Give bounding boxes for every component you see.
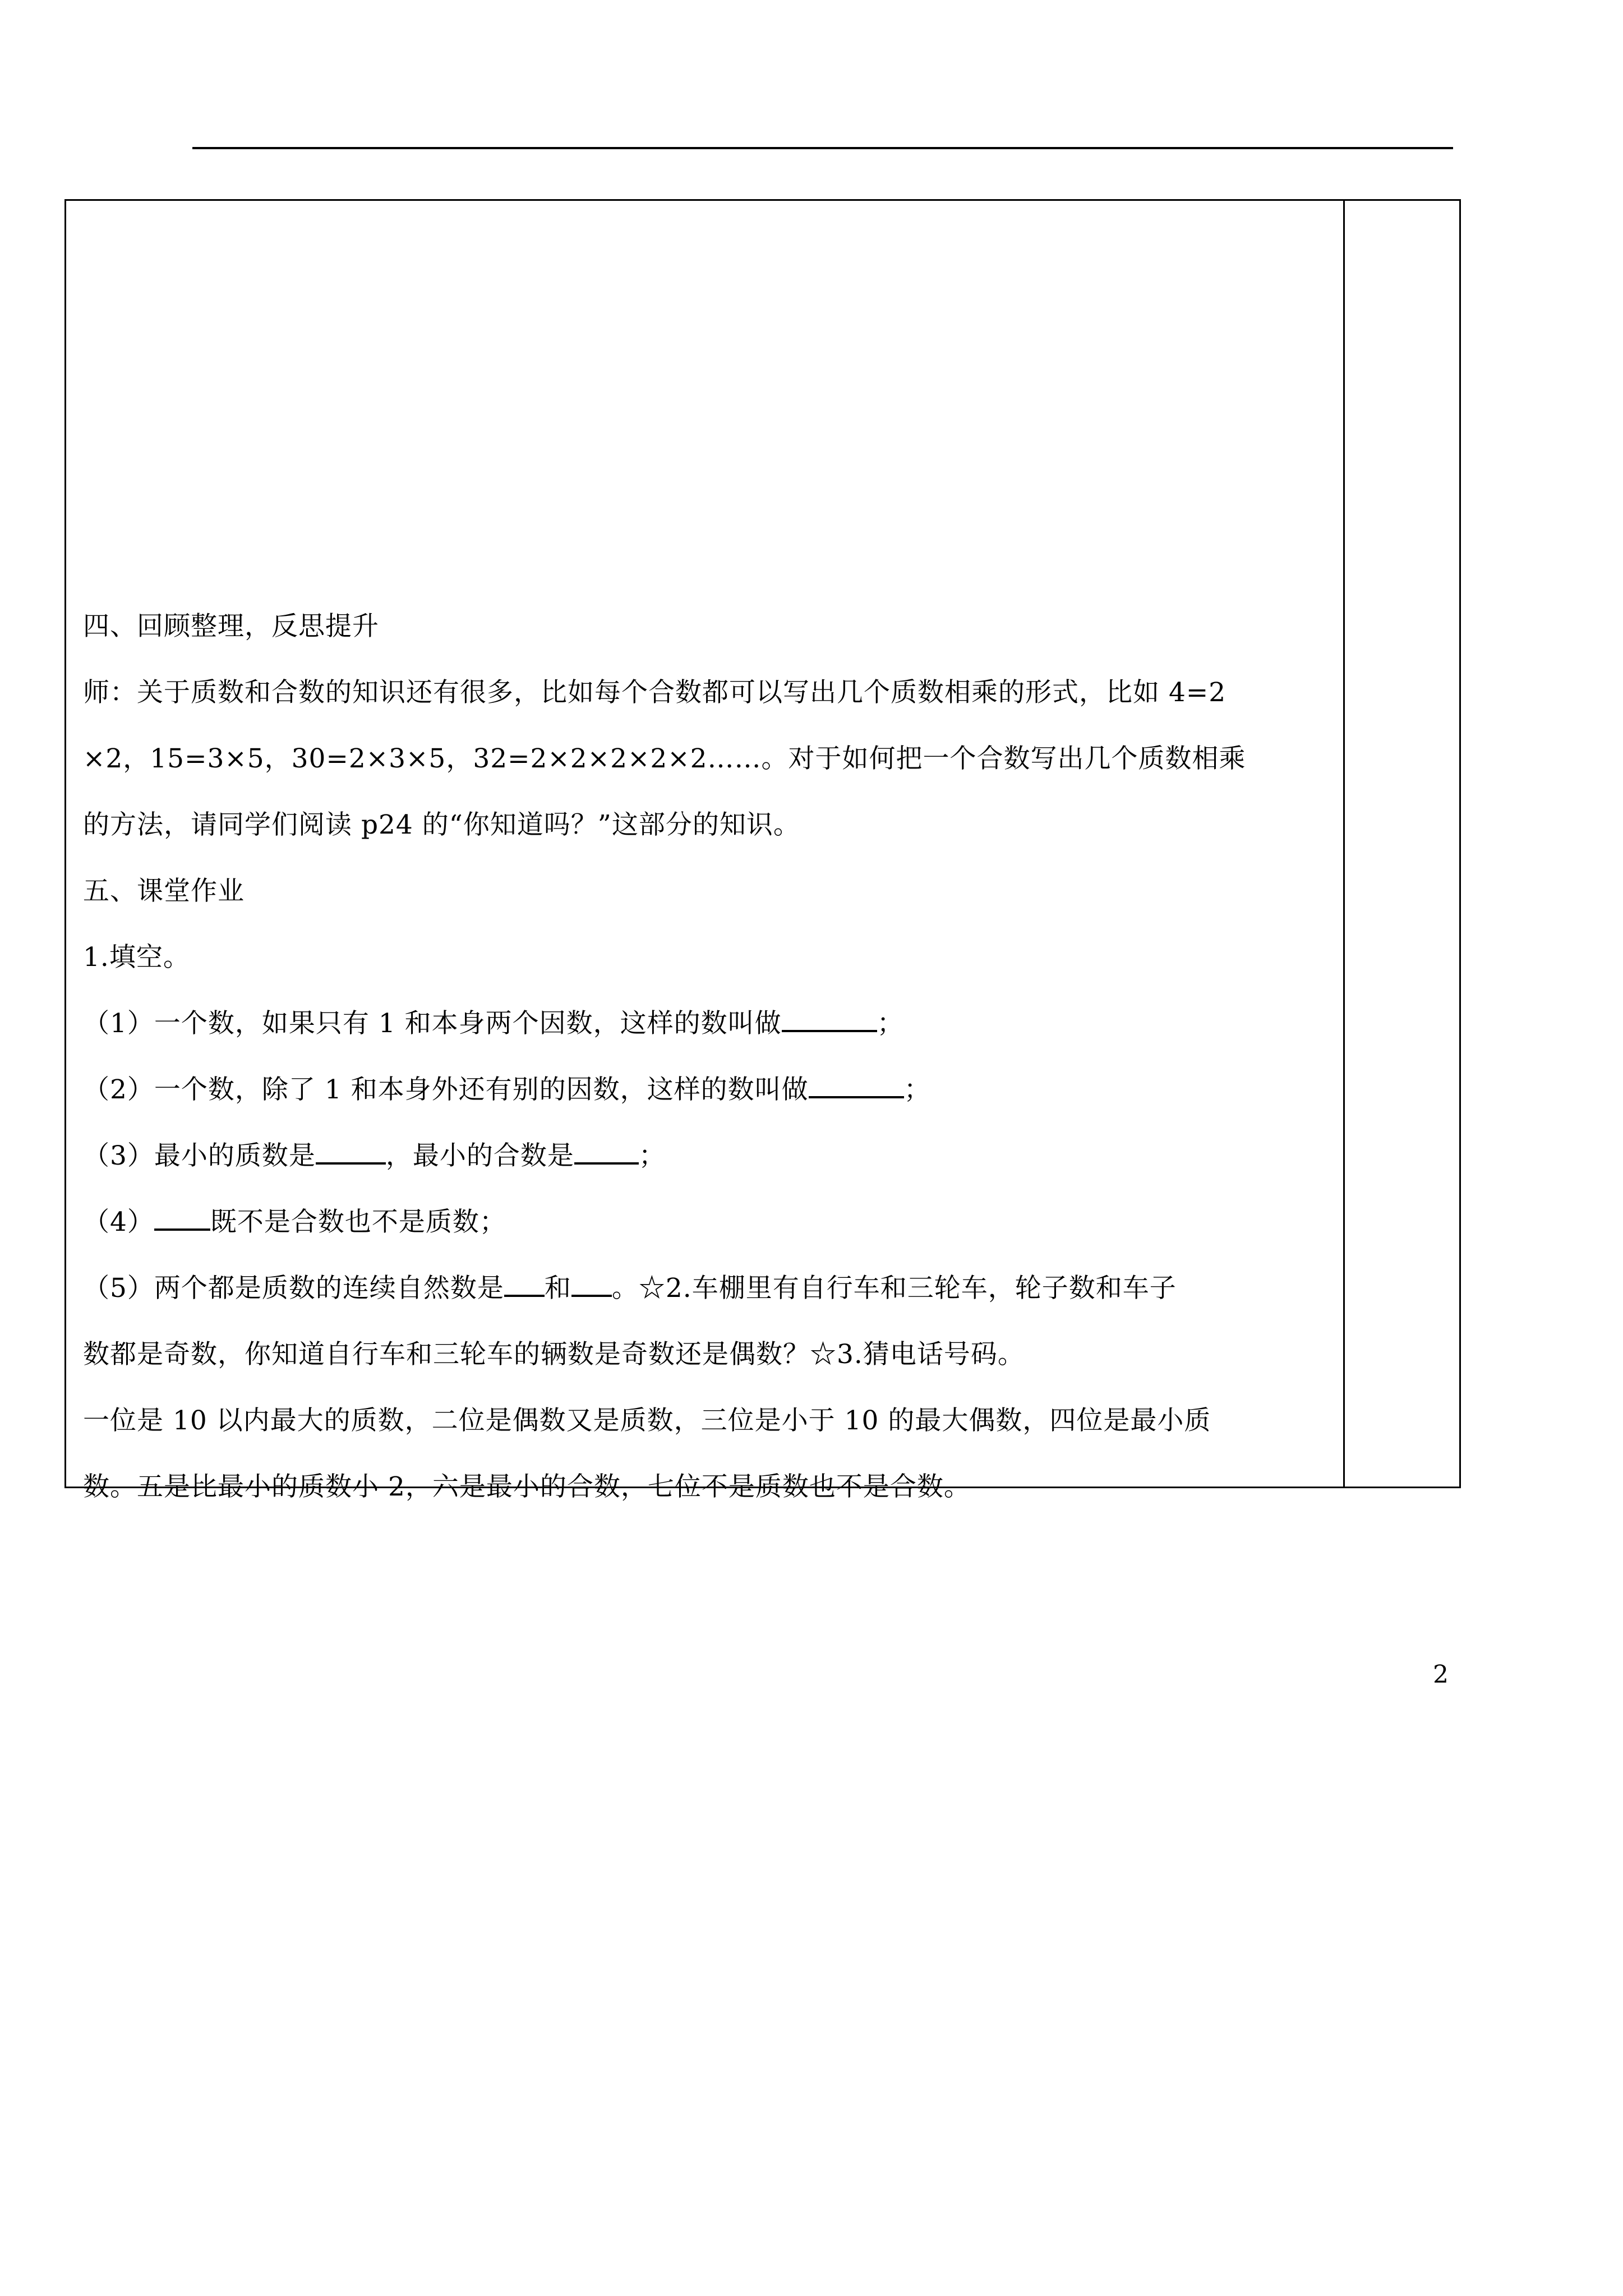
question-1-5-text-a: （5）两个都是质数的连续自然数是 (83, 1273, 504, 1304)
question-1-2-end: ； (903, 1074, 931, 1105)
answer-blank[interactable] (782, 1006, 877, 1032)
teacher-paragraph-line-2: ×2，15=3×5，30=2×3×5，32=2×2×2×2×2……。对于如何把一个合数写出几个质数相乘 (83, 743, 1246, 774)
column-divider (1343, 201, 1345, 1487)
answer-blank[interactable] (571, 1271, 612, 1297)
question-1-3-text-a: （3）最小的质数是 (83, 1140, 316, 1171)
question-2-line: 数都是奇数，你知道自行车和三轮车的辆数是奇数还是偶数？☆3.猜电话号码。 (83, 1339, 1025, 1370)
question-1-1-text: （1）一个数，如果只有 1 和本身两个因数，这样的数叫做 (83, 1008, 782, 1039)
review-heading: 四、回顾整理，反思提升 (83, 611, 379, 642)
question-3-line-1: 一位是 10 以内最大的质数，二位是偶数又是质数，三位是小于 10 的最大偶数，四位是最小质 (83, 1405, 1211, 1436)
question-1-1-end: ； (877, 1008, 904, 1039)
question-3-line-2: 数。五是比最小的质数小 2，六是最小的合数，七位不是质数也不是合数。 (83, 1471, 971, 1502)
question-1-title: 1.填空。 (83, 942, 190, 973)
question-1-4 (83, 1189, 1325, 1255)
homework-heading: 五、课堂作业 (83, 876, 245, 907)
lesson-table (64, 199, 1461, 1502)
question-1-5-text-b: 和 (544, 1273, 571, 1304)
question-1-3-text-b: ，最小的合数是 (385, 1140, 574, 1171)
answer-blank[interactable] (504, 1271, 545, 1297)
answer-blank[interactable] (574, 1139, 639, 1165)
header-rule (192, 147, 1453, 149)
answer-blank[interactable] (154, 1205, 210, 1231)
question-1-4-text-a: （4） (83, 1207, 154, 1237)
question-1-5-text-c: 。☆2.车棚里有自行车和三轮车，轮子数和车子 (611, 1273, 1177, 1304)
lesson-content (83, 593, 1325, 1520)
teacher-paragraph-line-3: 的方法，请同学们阅读 p24 的“你知道吗？”这部分的知识。 (83, 809, 800, 840)
question-1-3-end: ； (638, 1140, 666, 1171)
question-1-2-text: （2）一个数，除了 1 和本身外还有别的因数，这样的数叫做 (83, 1074, 809, 1105)
page-number: 2 (1433, 1660, 1449, 1689)
question-1-3 (83, 1123, 1325, 1189)
question-1-1 (83, 991, 1325, 1057)
teacher-paragraph-line-1: 师：关于质数和合数的知识还有很多，比如每个合数都可以写出几个质数相乘的形式，比如 4=2 (83, 677, 1227, 708)
question-1-4-text-b: 既不是合数也不是质数； (210, 1207, 506, 1237)
question-1-5 (83, 1255, 1325, 1322)
answer-blank[interactable] (316, 1139, 386, 1165)
answer-blank[interactable] (809, 1073, 904, 1098)
question-1-2 (83, 1057, 1325, 1123)
